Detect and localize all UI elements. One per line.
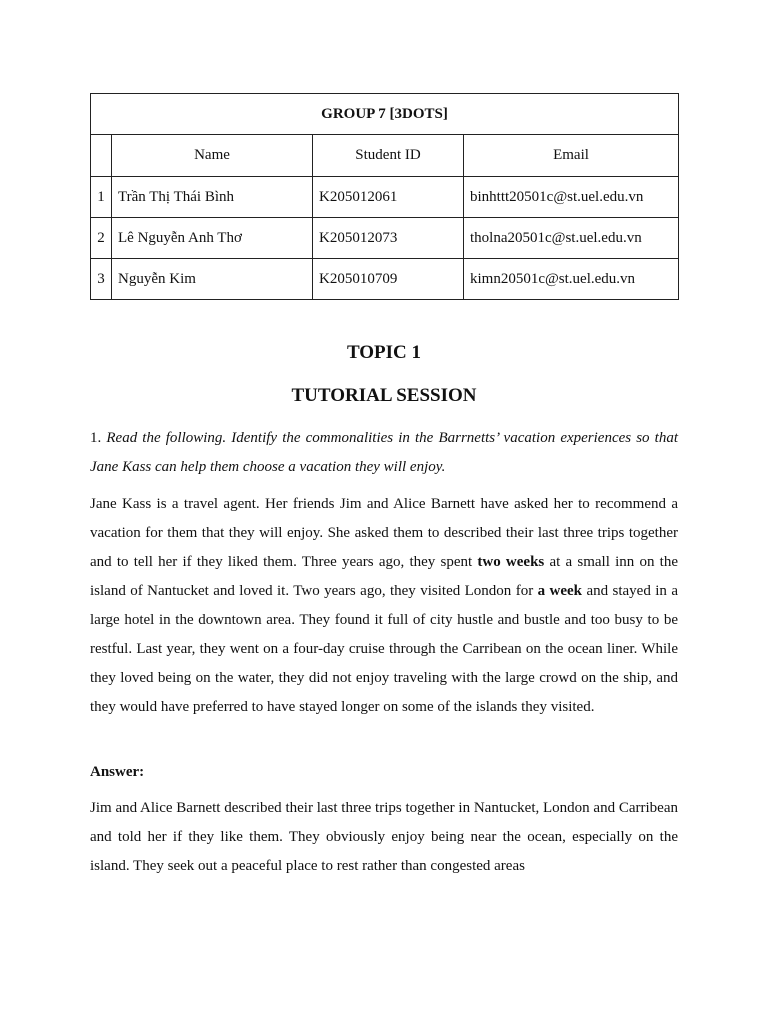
group-table: [90, 93, 679, 300]
member-email: kimn20501c@st.uel.edu.vn: [464, 259, 679, 300]
passage-text-2: at a small inn on the island of Nantucket and loved it. Two years ago, they visited London for: [90, 554, 678, 599]
group-title-row: [91, 94, 679, 135]
row-number: 3: [91, 259, 112, 300]
answer-paragraph: Jim and Alice Barnett described their last three trips together in Nantucket, London and Carribean and told her if they like them. They obviously enjoy being near the ocean, especially on the island. They seek out a peaceful place to rest rather than congested areas: [90, 800, 678, 874]
member-student-id: K205012073: [313, 218, 464, 259]
member-student-id: K205010709: [313, 259, 464, 300]
question-text: Read the following. Identify the commonalities in the Barrnetts’ vacation experiences so that Jane Kass can help them choose a vacation they will enjoy.: [90, 430, 679, 475]
answer-label: Answer:: [90, 764, 145, 780]
member-email: tholna20501c@st.uel.edu.vn: [464, 218, 679, 259]
question-number: 1.: [90, 430, 102, 446]
row-number: 2: [91, 218, 112, 259]
header-student-id: Student ID: [313, 135, 464, 177]
passage-bold-1: two weeks: [477, 554, 545, 570]
member-name: Nguyễn Kim: [112, 259, 313, 300]
member-name: Trần Thị Thái Bình: [112, 177, 313, 218]
table-row: [91, 218, 679, 259]
passage-paragraph: [90, 490, 678, 722]
member-name: Lê Nguyễn Anh Thơ: [112, 218, 313, 259]
passage-text-1: Jane Kass is a travel agent. Her friends Jim and Alice Barnett have asked her to recommend a vacation for them that they will enjoy. She asked them to described their last three trips together and to tell her if they liked them. Three years ago, they spent: [90, 496, 678, 570]
table-row: [91, 259, 679, 300]
topic-heading: TOPIC 1: [346, 342, 422, 363]
header-num: [91, 135, 112, 177]
table-row: [91, 177, 679, 218]
group-title: GROUP 7 [3DOTS]: [91, 94, 679, 135]
passage-bold-2: a week: [537, 583, 583, 599]
header-email: Email: [464, 135, 679, 177]
member-email: binhttt20501c@st.uel.edu.vn: [464, 177, 679, 218]
member-student-id: K205012061: [313, 177, 464, 218]
question-paragraph: [90, 424, 678, 482]
table-header-row: [91, 135, 679, 177]
row-number: 1: [91, 177, 112, 218]
header-name: Name: [112, 135, 313, 177]
session-heading: TUTORIAL SESSION: [291, 385, 477, 406]
passage-text-3: and stayed in a large hotel in the downtown area. They found it full of city hustle and bustle and too busy to be restful. Last year, they went on a four-day cruise through the Carribean on the ocean liner. While they loved being on the water, they did not enjoy traveling with the large crowd on the ship, and they would have preferred to have stayed longer on some of the islands they visited.: [90, 583, 678, 715]
